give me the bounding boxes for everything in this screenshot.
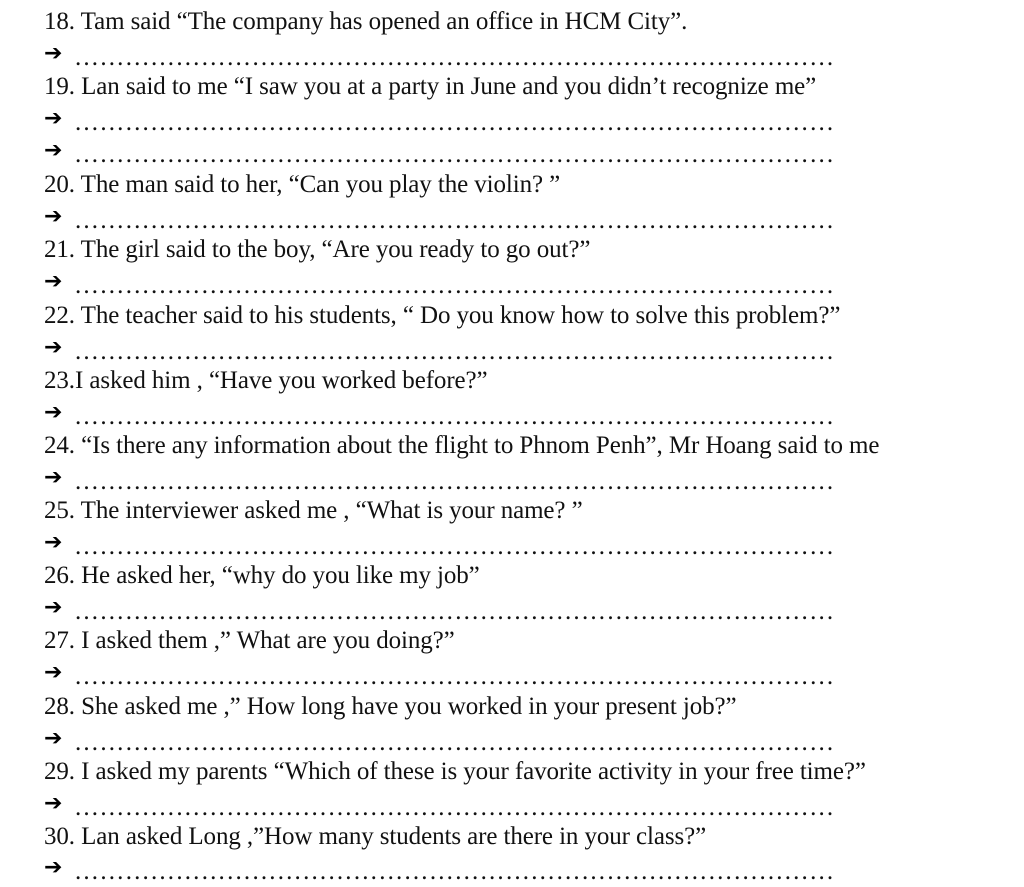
answer-blank: ………………………………………………………………………………: [74, 533, 835, 560]
question-19: 19. Lan said to me “I saw you at a party in June and you didn’t recognize me”: [44, 73, 817, 100]
answer-line-28: [44, 724, 835, 754]
answer-blank: ………………………………………………………………………………: [74, 598, 835, 625]
arrow-icon: ➔: [44, 138, 63, 163]
question-28: 28. She asked me ,” How long have you worked in your present job?”: [44, 693, 737, 720]
arrow-icon: ➔: [44, 465, 63, 490]
answer-line-20: [44, 202, 835, 232]
arrow-icon: ➔: [44, 726, 63, 751]
answer-blank: ………………………………………………………………………………: [74, 468, 835, 495]
answer-line-19a: [44, 104, 835, 134]
answer-line-29: [44, 789, 835, 819]
question-25: 25. The interviewer asked me , “What is your name? ”: [44, 497, 583, 524]
answer-line-30: [44, 853, 835, 883]
arrow-icon: ➔: [44, 269, 63, 294]
arrow-icon: ➔: [44, 530, 63, 555]
answer-blank: ………………………………………………………………………………: [74, 403, 835, 430]
question-30: 30. Lan asked Long ,”How many students are there in your class?”: [44, 823, 707, 850]
answer-line-18: [44, 39, 835, 69]
answer-blank: ………………………………………………………………………………: [74, 207, 835, 234]
answer-blank: ………………………………………………………………………………: [74, 338, 835, 365]
answer-blank: ………………………………………………………………………………: [74, 794, 835, 821]
answer-line-27: [44, 658, 835, 688]
answer-blank: ………………………………………………………………………………: [74, 272, 835, 299]
answer-line-26: [44, 593, 835, 623]
answer-blank: ………………………………………………………………………………: [74, 141, 835, 168]
question-20: 20. The man said to her, “Can you play the violin? ”: [44, 171, 561, 198]
question-23: 23.I asked him , “Have you worked before?”: [44, 367, 488, 394]
answer-line-25: [44, 528, 835, 558]
arrow-icon: ➔: [44, 595, 63, 620]
question-22: 22. The teacher said to his students, “ Do you know how to solve this problem?”: [44, 302, 841, 329]
arrow-icon: ➔: [44, 791, 63, 816]
question-21: 21. The girl said to the boy, “Are you ready to go out?”: [44, 236, 591, 263]
answer-line-21: [44, 267, 835, 297]
arrow-icon: ➔: [44, 660, 63, 685]
arrow-icon: ➔: [44, 204, 63, 229]
question-27: 27. I asked them ,” What are you doing?”: [44, 627, 455, 654]
question-24: 24. “Is there any information about the flight to Phnom Penh”, Mr Hoang said to me: [44, 432, 880, 459]
arrow-icon: ➔: [44, 855, 63, 880]
answer-line-22: [44, 333, 835, 363]
answer-blank: ………………………………………………………………………………: [74, 663, 835, 690]
answer-line-19b: [44, 136, 835, 166]
question-26: 26. He asked her, “why do you like my job”: [44, 562, 480, 589]
answer-blank: ………………………………………………………………………………: [74, 858, 835, 885]
answer-line-23: [44, 398, 835, 428]
arrow-icon: ➔: [44, 41, 63, 66]
arrow-icon: ➔: [44, 400, 63, 425]
answer-blank: ………………………………………………………………………………: [74, 109, 835, 136]
question-18: 18. Tam said “The company has opened an office in HCM City”.: [44, 8, 688, 35]
answer-blank: ………………………………………………………………………………: [74, 729, 835, 756]
answer-line-24: [44, 463, 835, 493]
arrow-icon: ➔: [44, 106, 63, 131]
answer-blank: ………………………………………………………………………………: [74, 44, 835, 71]
arrow-icon: ➔: [44, 335, 63, 360]
question-29: 29. I asked my parents “Which of these is your favorite activity in your free time?”: [44, 758, 866, 785]
